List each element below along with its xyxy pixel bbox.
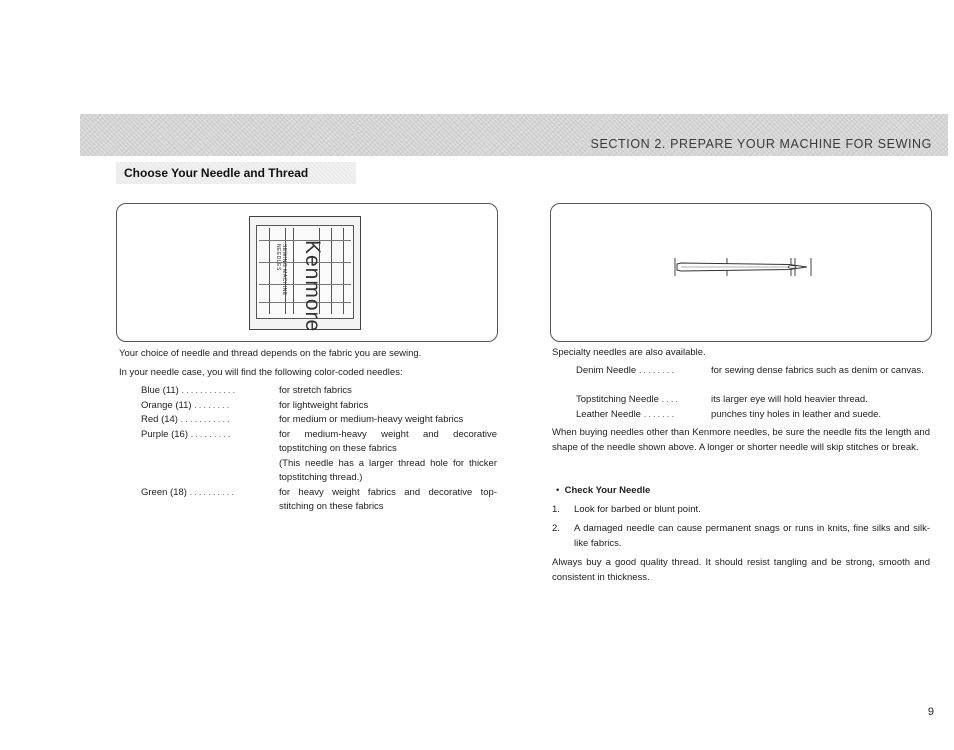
needle-desc: for stretch fabrics — [279, 385, 352, 396]
specialty-desc: its larger eye will hold heavier thread. — [711, 394, 868, 405]
check-item — [552, 503, 930, 518]
needle-row — [141, 384, 501, 399]
needle-case-tray — [256, 225, 354, 333]
check-text: Look for barbed or blunt point. — [574, 504, 701, 515]
needle-illustration — [661, 252, 821, 282]
check-number: 2. — [552, 523, 560, 534]
needle-row — [141, 399, 501, 414]
needle-label: Green (18) — [141, 486, 187, 498]
thread-paragraph: Always buy a good quality thread. It should resist tangling and be strong, smooth and consistent in thickness. — [552, 557, 930, 583]
needle-label: Purple (16) — [141, 428, 188, 440]
buying-paragraph: When buying needles other than Kenmore needles, be sure the needle fits the length and shape of the needle shown above. A longer or shorter needle will skip stitches or break. — [552, 427, 930, 453]
needle-row — [141, 457, 501, 486]
needle-note: (This needle has a larger thread hole for thicker topstitching thread.) — [279, 457, 497, 483]
intro-text-1: Your choice of needle and thread depends on the fabric you are sewing. — [119, 348, 422, 359]
section-title: SECTION 2. PREPARE YOUR MACHINE FOR SEWING — [590, 137, 932, 151]
leader-dots: ........... — [180, 414, 232, 425]
needle-case-figure — [116, 203, 498, 342]
needle-figure — [550, 203, 932, 342]
needle-label: Blue (11) — [141, 385, 179, 396]
needle-desc: for medium-heavy weight and decorative topstitching on these fabrics — [279, 428, 497, 454]
needle-desc: for lightweight fabrics — [279, 399, 369, 411]
specialty-list — [576, 364, 932, 422]
specialty-label: Leather Needle — [576, 408, 641, 420]
specialty-label: Denim Needle — [576, 365, 637, 376]
leader-dots: ............ — [181, 385, 238, 396]
needle-row — [141, 428, 501, 457]
leader-dots: ......... — [190, 428, 233, 440]
needle-list — [141, 384, 501, 515]
leader-dots: ....... — [643, 408, 677, 420]
page-number: 9 — [927, 706, 934, 718]
case-label: SEWING MACHINE NEEDLES — [275, 244, 287, 296]
check-heading — [556, 484, 650, 499]
bullet: • — [556, 485, 560, 496]
specialty-intro: Specialty needles are also available. — [552, 347, 706, 358]
needle-desc: for medium or medium-heavy weight fabrics — [279, 414, 464, 425]
needle-case-illustration — [249, 216, 361, 333]
check-text: A damaged needle can cause permanent snags or runs in knits, fine silks and silk-like fabrics. — [574, 523, 930, 549]
intro-text-2: In your needle case, you will find the following color-coded needles: — [119, 367, 403, 378]
specialty-desc: for sewing dense fabrics such as denim or canvas. — [711, 365, 924, 376]
needle-desc: for heavy weight fabrics and decorative top-stitching on these fabrics — [279, 486, 497, 512]
leader-dots: ........ — [194, 399, 232, 411]
needle-label: Red (14) — [141, 414, 178, 425]
leader-dots: .......... — [189, 486, 236, 498]
specialty-row — [576, 393, 932, 408]
specialty-label: Topstitching Needle — [576, 394, 659, 405]
section-banner — [80, 114, 948, 156]
case-brand: Kenmore — [301, 240, 324, 333]
leader-dots: .... — [661, 394, 681, 405]
check-title: Check Your Needle — [564, 485, 651, 496]
check-number: 1. — [552, 504, 560, 515]
needle-row — [141, 486, 501, 515]
specialty-row — [576, 364, 932, 393]
check-item — [552, 522, 930, 551]
page-heading: Choose Your Needle and Thread — [124, 166, 309, 180]
needle-row — [141, 413, 501, 428]
specialty-desc: punches tiny holes in leather and suede. — [711, 408, 882, 420]
needle-label: Orange (11) — [141, 399, 192, 411]
specialty-row — [576, 408, 932, 423]
leader-dots: ........ — [638, 365, 676, 376]
